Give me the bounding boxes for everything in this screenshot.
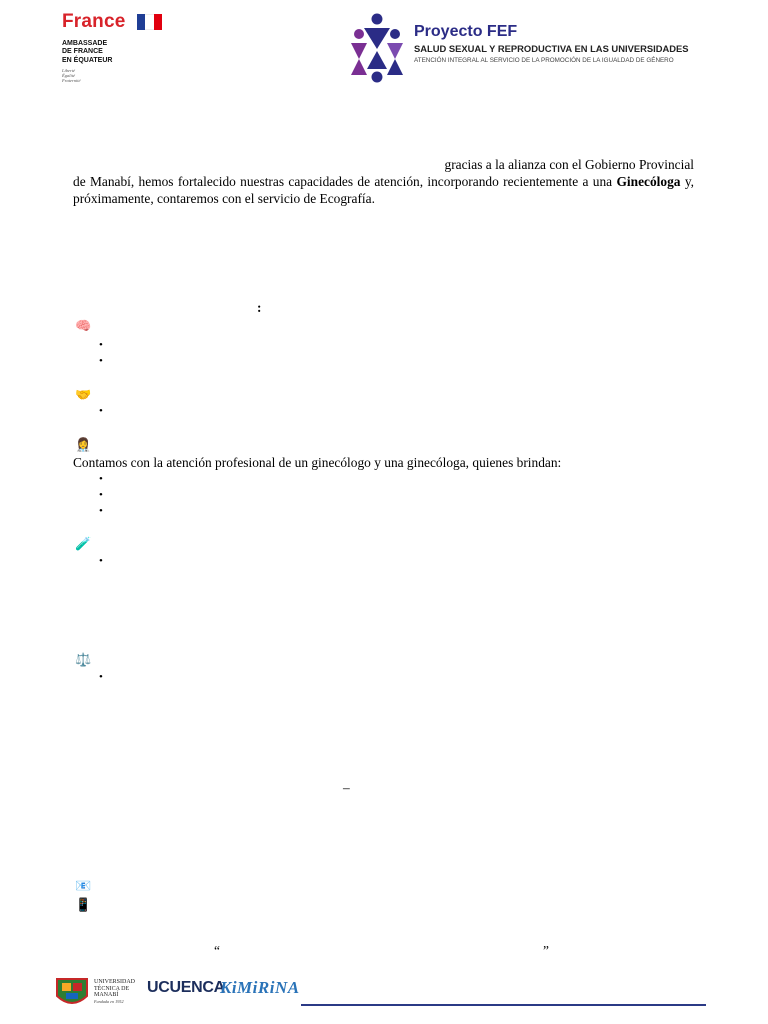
intro-paragraph [73,156,694,207]
close-quote: ” [543,943,549,958]
footer-rule [301,1004,706,1006]
embassy-line-2: DE FRANCE [62,48,103,56]
embassy-label [62,40,112,65]
utm-founded: Fundada en 1952 [94,998,124,1004]
intro-bold-word: Ginecóloga [616,174,681,189]
motto-line-2: Égalité [62,73,75,78]
bullet-2: • [99,355,103,367]
scales-icon: ⚖️ [75,652,92,667]
utm-seal-icon [55,976,89,1008]
french-flag-icon [137,14,162,30]
section-colon: : [257,300,262,315]
france-wordmark: France [62,11,126,32]
bullet-3: • [99,405,103,417]
fef-tagline: ATENCIÓN INTEGRAL AL SERVICIO DE LA PROMOCIÓN DE LA IGUALDAD DE GÉNERO [414,57,674,64]
ucuenca-logo: UCUENCA [147,979,225,996]
motto-line-1: Liberté [62,68,75,73]
kimirina-logo: KiMiRiNA [220,978,300,997]
fef-logo-icon [350,13,404,85]
bullet-5: • [99,489,103,501]
utm-line-1: UNIVERSIDAD [94,979,135,985]
embassy-line-3: EN ÉQUATEUR [62,56,113,64]
fef-title: Proyecto FEF [414,23,518,40]
dash-mark: – [343,780,350,795]
intro-line-2: de Manabí, hemos fortalecido nuestras capacidades de atención, incorporando recientemente a una [73,174,613,189]
intro-line-3: y, próximamente, contaremos con el servicio de Ecografía. [73,174,694,206]
embassy-line-1: AMBASSADE [62,40,108,47]
bullet-8: • [99,671,103,683]
brain-icon: 🧠 [75,318,92,333]
motto-line-3: Fraternité [62,78,81,83]
intro-line-1: gracias a la alianza con el Gobierno Provincial [444,157,694,172]
fef-subtitle: SALUD SEXUAL Y REPRODUCTIVA EN LAS UNIVERSIDADES [414,43,689,54]
open-quote: “ [214,943,220,958]
bullet-4: • [99,473,103,485]
republic-motto [62,68,81,83]
utm-name [94,979,135,1005]
email-icon: 📧 [75,878,92,893]
bullet-1: • [99,339,103,351]
handshake-icon: 🤝 [75,387,92,402]
doctor-icon: 👩‍⚕️ [75,437,92,452]
gynecology-text: Contamos con la atención profesional de un ginecólogo y una ginecóloga, quienes brindan: [73,455,562,470]
phone-icon: 📱 [75,897,92,912]
test-tube-icon: 🧪 [75,536,92,551]
bullet-6: • [99,505,103,517]
utm-line-3: MANABÍ [94,992,119,999]
bullet-7: • [99,555,103,567]
utm-line-2: TÉCNICA DE [94,985,130,992]
